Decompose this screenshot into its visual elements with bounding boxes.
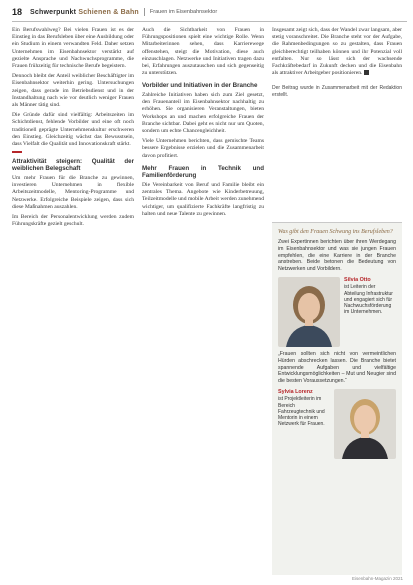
paragraph: Auch die Sichtbarkeit von Frauen in Führungspositionen spielt eine wichtige Rolle. Wenn Mitarbeiterinnen sehen, dass Karrierewege offenstehen, steigt die Motivation, diese auch einzuschlagen. Netzwerke und Initiativen tragen dazu bei, Erfahrungen auszutauschen und sich gegenseitig zu unterstützen.	[142, 27, 264, 77]
person-profile	[278, 389, 396, 459]
box-quote: „Frauen sollten sich nicht von vermeintlichen Hürden abschrecken lassen. Die Branche bietet spannende Aufgaben und vielfältige Entwicklungsmöglichkeiten – Mut und Neugier sind die besten Voraussetzungen.“	[278, 350, 396, 385]
section-accent: Schienen & Bahn	[78, 8, 139, 16]
heading-marker	[12, 151, 22, 153]
section-title: Schwerpunkt Schienen & Bahn	[30, 8, 139, 16]
page-number: 18	[12, 7, 23, 17]
box-intro: Zwei Expertinnen berichten über ihren Werdegang im Eisenbahnsektor und was sie jungen Frauen empfehlen, die eine Karriere in der Branche anstreben. Beide betonen die Bedeutung von Netzwerken und Vorbildern.	[278, 239, 396, 273]
paragraph: Im Bereich der Personalentwicklung werden zudem Führungskräfte gezielt geschult.	[12, 213, 134, 228]
page-header	[12, 6, 407, 18]
person-name: Silvia Otto	[344, 276, 371, 283]
header-divider	[144, 8, 145, 16]
subheading: Attraktivität steigern: Qualität der weiblichen Belegschaft	[12, 157, 134, 173]
paragraph: Dennoch bleibt der Anteil weiblicher Beschäftigter im Eisenbahnsektor weiterhin gering. Untersuchungen zeigen, dass gerade im Betriebsdienst und in der Instandhaltung nach wie vor deutlich weniger Frauen als Männer tätig sind.	[12, 73, 134, 109]
paragraph: Die Gründe dafür sind vielfältig: Arbeitszeiten im Schichtdienst, fehlende Vorbilder und eine oft noch traditionell geprägte Unternehmenskultur erschweren den Einstieg. Gleichzeitig wächst das Bewusstsein, dass Vielfalt die Qualität und Innovationskraft stärkt.	[12, 112, 134, 148]
column-1	[12, 27, 134, 231]
subheading: Mehr Frauen in Technik und Familienförderung	[142, 164, 264, 180]
sidebar-box	[272, 222, 402, 575]
subheading: Vorbilder und Initiativen in der Branche	[142, 82, 258, 90]
person-name: Sylvia Lorenz	[278, 388, 313, 395]
paragraph: Um mehr Frauen für die Branche zu gewinnen, investieren Unternehmen in flexible Arbeitszeitmodelle, Mentoring-Programme und Netzwerke. Erfolgreiche Beispiele zeigen, dass sich diese Maßnahmen auszahlen.	[12, 174, 134, 210]
box-heading: Was gibt den Frauen Schwung ins Berufsleben?	[278, 229, 393, 235]
column-2	[142, 27, 264, 221]
paragraph: Die Vereinbarkeit von Beruf und Familie bleibt ein zentrales Thema. Angebote wie Kinderbetreuung, Teilzeitmodelle und mobile Arbeit werden zunehmend wichtiger, um qualifizierte Fachkräfte langfristig zu halten und neue Talente zu gewinnen.	[142, 182, 264, 217]
portrait-photo	[334, 389, 396, 459]
person-profile	[278, 277, 396, 347]
end-mark-icon	[364, 70, 369, 75]
breadcrumb: Frauen im Eisenbahnsektor	[149, 9, 218, 15]
paragraph: Insgesamt zeigt sich, dass der Wandel zwar langsam, aber stetig voranschreitet. Die Branche steht vor der Aufgabe, die Rahmenbedingungen so zu gestalten, dass Frauen gleichberechtigt teilhaben können und ihr Potenzial voll entfalten. Nur so lässt sich der wachsende Fachkräftebedarf in Zukunft decken und die Eisenbahn als attraktiver Arbeitgeber positionieren.	[272, 27, 402, 77]
header-rule	[12, 21, 407, 22]
person-bio: Sylvia Lorenz ist Projektleiterin im Bereich Fahrzeugtechnik und Mentorin in einem Netzwerk für Frauen.	[278, 389, 330, 459]
paragraph: Ein Berufswahlweg? Bei vielen Frauen ist es der Einstieg in das Berufsleben über eine Ausbildung oder ein Studium in einem verwandten Feld. Daher setzen Unternehmen im Eisenbahnsektor verstärkt auf gezielte Ansprache und Nachwuchsprogramme, die Frauen frühzeitig für technische Berufe begeistern.	[12, 27, 134, 70]
author-note: Der Beitrag wurde in Zusammenarbeit mit der Redaktion erstellt.	[272, 85, 402, 98]
column-3	[272, 27, 402, 98]
paragraph: Viele Unternehmen berichten, dass gemischte Teams bessere Ergebnisse erzielen und die Zusammenarbeit davon profitiert.	[142, 138, 264, 159]
portrait-photo	[278, 277, 340, 347]
person-bio: Silvia Otto ist Leiterin der Abteilung Infrastruktur und engagiert sich für Nachwuchsförderung im Unternehmen.	[344, 277, 396, 347]
paragraph: Zahlreiche Initiativen haben sich zum Ziel gesetzt, den Frauenanteil im Eisenbahnsektor nachhaltig zu erhöhen. Sie organisieren Veranstaltungen, bieten Workshops an und machen erfolgreiche Frauen der Branche sichtbar. Dabei geht es nicht nur um Quoten, sondern um echte Chancengleichheit.	[142, 92, 264, 135]
footer-text: Eisenbahn-Magazin 2021	[351, 576, 403, 581]
